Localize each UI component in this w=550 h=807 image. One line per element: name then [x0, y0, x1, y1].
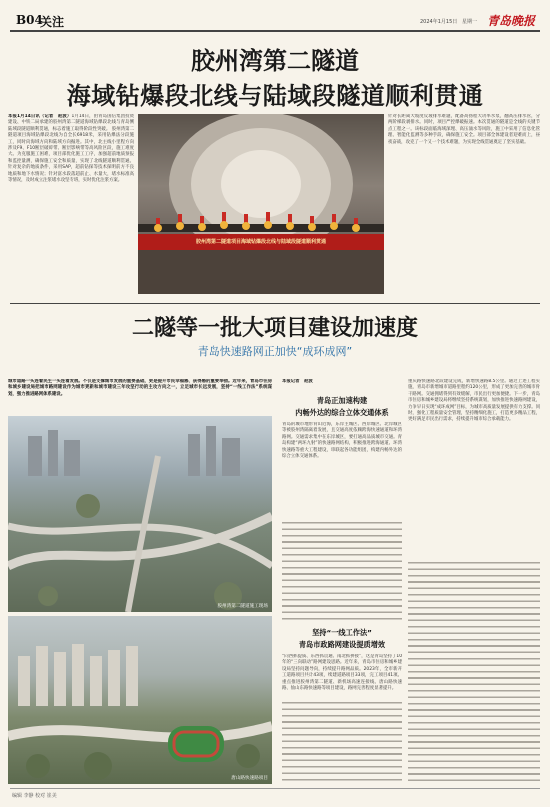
aerial-photo-2	[8, 616, 272, 784]
section-divider	[10, 303, 540, 304]
footer-rule	[10, 788, 540, 789]
header-rule	[10, 30, 540, 32]
article2-lead: 城市道路一头连着民生一头连着发展。不仅是支撑城市发展的重要基础，更是提升市民幸福感、获得感的重要举措。近年来，青岛市住房和城乡建设局把城市路网建设作为城市更新和城市建设三年攻坚行动的主攻方向之一，立足城市长远发展，坚持“一线工作法”系统谋划，强力推进路网体系建设。	[8, 379, 272, 397]
photo-banner-text: 胶州湾第二隧道项目海域钻爆段北线与陆域段隧道顺利贯通	[195, 239, 326, 245]
article1-right-column: 针对长距离大坡度反坡排水难题，配备高扬程大功率水泵，翻高压排水管，分两阶梯段剥排水。同时，项目严控爆破振速。本次贯通的隧道是全线的关键节点工程之一。该标段面临海域深埋、高压涌水等风险，施工中采用了信息化管理、智能化监测等多种手段，确保施工安全。项目部全体建设者迎难而上，昼夜奋战，攻克了一个又一个技术难题，为实现全线贯通奠定了坚实基础。	[388, 114, 540, 145]
section1-body-continued	[282, 520, 402, 620]
issue-weekday: 星期一	[462, 19, 478, 25]
section1-sub: 内畅外达的综合立体交通体系	[295, 408, 389, 417]
article2-subtitle: 青岛快速路网正加快“成环成网”	[197, 345, 353, 358]
section2-sub: 青岛市政路网建设提质增效	[298, 640, 386, 649]
paper-logo: 青岛晚报	[487, 14, 536, 28]
article2-column3-continued	[408, 560, 540, 784]
page-header	[10, 8, 540, 30]
page-label: B04	[16, 13, 43, 27]
tunnel-wide-photo	[138, 114, 384, 294]
issue-date: 2024年1月15日	[420, 19, 458, 25]
article1-title-line2: 海域钻爆段北线与陆域段隧道顺利贯通	[66, 81, 484, 110]
section2-body-continued	[282, 700, 402, 784]
footer-credits: 编辑 李静 校对 崔美	[12, 793, 57, 799]
article1-byline: 本报1月14日讯（记者 赵波）	[8, 114, 72, 119]
article2-title: 二隧等一批大项目建设加速度	[131, 315, 418, 341]
aerial-photo-1-svg	[8, 416, 272, 612]
article2-column3: 重庆路快速路北段建设完成，新增快速路8.5公里。通过上述工程实施，青岛市新增城市道路里程约120公里，形成了更加完善的城市骨干路网。交通拥堵得到有效缓解，市民出行更加便捷。下一步，青岛市住房和城乡建设局将继续坚持系统谋划，加快推进快速路网建设，力争早日实现“成环成网”目标，为城市高质量发展提供有力支撑。同时，强化工程质量安全管理，坚持精细化施工，打造更多精品工程，更好满足市民出行需求，持续提升城市综合承载能力。	[408, 379, 540, 423]
section1-body: 青岛的城市地形背山近海，东岸主城区、西岸城区、北岸城区等被胶州湾隔离着发展，且交通高度依赖跨海快速通道和环湾路网。交通需求集中在东岸城区，要打通高品质城市交通。青岛构建“两环九射”的快速路网结构，积极推进跨海通道、环湾快速路等重大工程建设，串联起各功能组团，构建内畅外达的综合立体交通体系。	[282, 422, 402, 460]
section2-body: “向西抓提质、东西抓贯通、南北抓拼接”，这是青岛坚持了10年的“三向联动”路网建设思路。近年来，青岛市住房和城乡建设局坚持问题导向，持续提升路网品质。2023年，全市新开工道路项目共计43项，续建道路项目33项，完工项目41项。重点推进胶州湾第二隧道、新机场高速连接线、唐山路快速路、仙山东路快速路等项目建设，路网完善程度显著提升。	[282, 654, 402, 692]
aerial-photo-2-caption: 唐山路快速路项目	[231, 776, 268, 781]
article1-lead: 本报1月14日讯（记者 赵波）1月14日，由青岛国信集团投资建设、中铁二局承建的胶州湾第二隧道海域钻爆段北线与青岛侧陆域段隧道顺利贯通，标志着施工取得阶段性突破。 胶州湾第二隧道项目海域钻爆段北线为自全长6918米，采用钻爆法分段施工，同时向海域方向和陆域方向掘进。其中，北主线小里程方向涉及F9、F10断层破碎带、断层影响带等高风险区段，施工难度大。为克服施工困难，项目部优化施工工序，加强超前地质预报和监控量测，确保施工安全和质量，实现了北线隧道顺利贯通。 针对复杂的地质条件，采用SAP，超前钻探等技术探明前方不良地质和地下水情况；针对富水段落超前止、水量大，堵水标准高等情况，及时成立注浆堵水攻坚专班，实时优化注浆方案。	[8, 114, 134, 184]
aerial-photo-1	[8, 416, 272, 612]
section1-head: 青岛正加速构建	[316, 396, 368, 405]
section2-head: 坚持“一线工作法”	[312, 628, 372, 637]
section-name: 关注	[40, 15, 65, 29]
aerial-photo-1-caption: 胶州湾第二隧道施工现场	[217, 604, 268, 609]
article1-title-line1: 胶州湾第二隧道	[191, 46, 359, 75]
tunnel-face-svg	[138, 114, 384, 294]
article2-byline: 本报记者 赵波	[282, 379, 313, 384]
aerial-photo-2-svg	[8, 616, 272, 784]
